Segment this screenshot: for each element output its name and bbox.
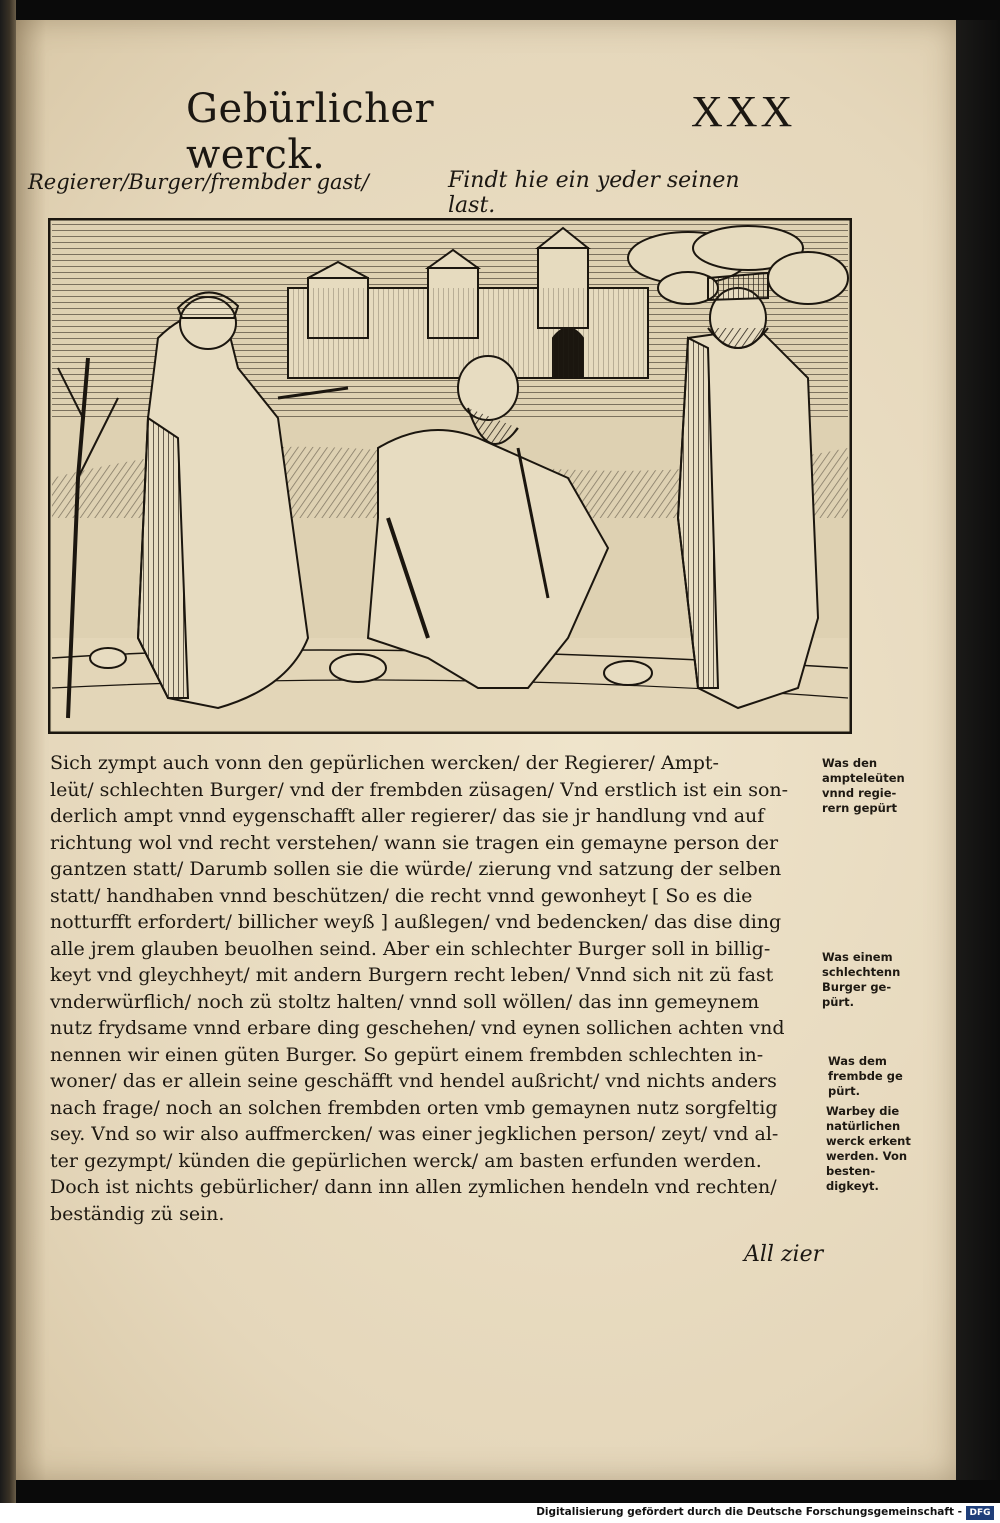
text-line: richtung wol vnd recht verstehen/ wann sie tragen ein gemayne person der	[50, 831, 779, 854]
text-line: keyt vnd gleychheyt/ mit andern Burgern recht leben/ Vnnd sich nit zü fast	[50, 964, 774, 986]
folio-number: XXX	[691, 87, 796, 136]
footer-bar	[0, 1503, 1000, 1523]
text-line: derlich ampt vnnd eygenschafft aller regierer/ das sie jr handlung vnd auf	[50, 805, 765, 827]
text-line: nennen wir einen güten Burger. So gepürt einem frembden schlechten in-	[50, 1043, 764, 1066]
catchword: All zier	[744, 1242, 824, 1267]
funding-credit: Digitalisierung gefördert durch die Deutsche Forschungsgemeinschaft -	[536, 1506, 962, 1518]
text-line: woner/ das er allein seine geschäfft vnd hendel außricht/ vnd nichts anders	[50, 1070, 777, 1092]
text-line: nutz frydsame vnnd erbare ding geschehen/ vnd eynen sollichen achten vnd	[50, 1017, 785, 1039]
text-line: ter gezympt/ künden die gepürlichen werck/ am basten erfunden werden.	[50, 1149, 762, 1172]
text-line: gantzen statt/ Darumb sollen sie die würde/ zierung vnd satzung der selben	[50, 858, 782, 880]
book-spine-shadow	[0, 0, 16, 1503]
verse-heading-left: Regierer/Burger/frembder gast/	[28, 170, 369, 194]
text-line: statt/ handhaben vnnd beschützen/ die recht vnnd gewonheyt [ So es die	[50, 884, 753, 907]
text-line: notturfft erfordert/ billicher weyß ] außlegen/ vnd bedencken/ das dise ding	[50, 911, 782, 933]
woodcut-illustration	[48, 218, 852, 734]
text-line: Sich zympt auch vonn den gepürlichen wercken/ der Regierer/ Ampt-	[50, 752, 719, 774]
marginal-note-stranger: Was dem frembde ge pürt.	[828, 1054, 903, 1098]
marginal-note-officials: Was den ampteleüten vnnd regie- rern gepürt	[822, 756, 905, 815]
text-line: beständig zü sein.	[50, 1202, 225, 1225]
verse-heading-right: Findt hie ein yeder seinen last.	[448, 168, 740, 218]
text-line: sey. Vnd so wir also auffmercken/ was einer jegklichen person/ zeyt/ vnd al-	[50, 1123, 779, 1145]
text-line: Doch ist nichts gebürlicher/ dann inn allen zymlichen hendeln vnd rechten/	[50, 1176, 777, 1198]
book-page	[16, 20, 956, 1480]
dfg-logo: DFG	[966, 1506, 994, 1520]
text-line: vnderwürflich/ noch zü stoltz halten/ vnnd soll wöllen/ das inn gemeynem	[50, 990, 760, 1013]
scan-right-edge	[956, 20, 1000, 1480]
text-line: leüt/ schlechten Burger/ vnd der frembden züsagen/ Vnd erstlich ist ein son-	[50, 778, 789, 801]
marginal-note-citizen: Was einem schlechtenn Burger ge- pürt.	[822, 950, 901, 1009]
text-line: nach frage/ noch an solchen frembden orten vmb gemaynen nutz sorgfeltig	[50, 1096, 778, 1119]
body-paragraph	[50, 750, 820, 1270]
marginal-note-constancy: Warbey die natürlichen werck erkent werden. Von besten- digkeyt.	[826, 1104, 911, 1193]
running-title: Gebürlicher werck.	[186, 86, 435, 178]
text-line: alle jrem glauben beuolhen seind. Aber ein schlechter Burger soll in billig-	[50, 937, 771, 960]
